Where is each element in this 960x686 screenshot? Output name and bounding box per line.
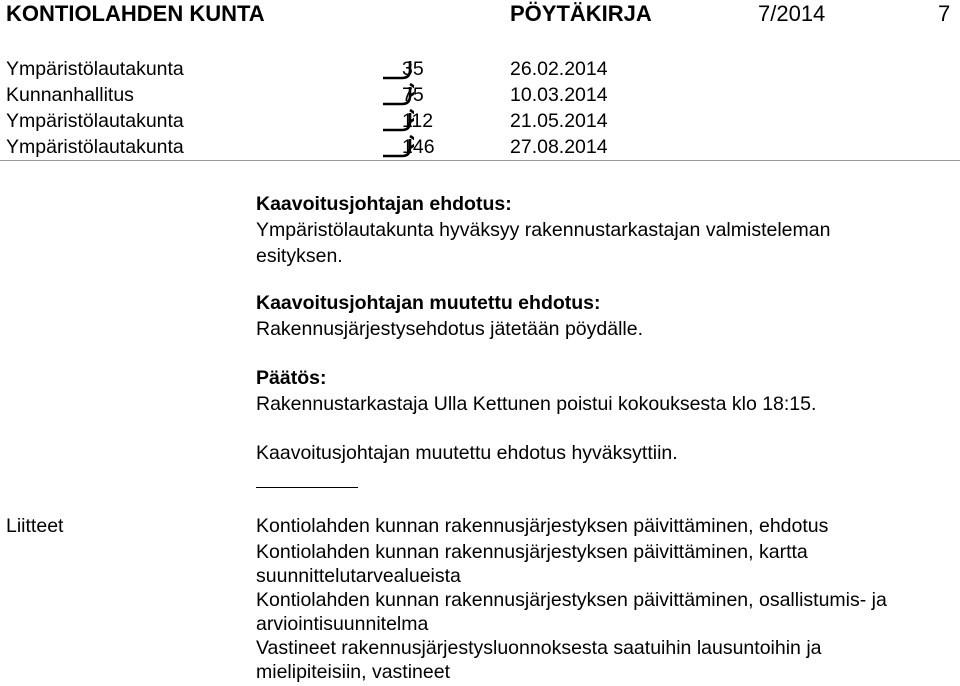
history-date: 26.02.2014 <box>510 58 608 80</box>
decision-heading: Päätös: <box>256 367 327 389</box>
history-number: 112 <box>402 110 434 132</box>
attachment-line: arviointisuunnitelma <box>256 613 429 635</box>
proposal-heading: Kaavoitusjohtajan ehdotus: <box>256 193 512 215</box>
section-divider <box>0 160 960 161</box>
decision-end-rule <box>256 487 358 488</box>
attachment-line: mielipiteisiin, vastineet <box>256 661 451 683</box>
history-number: 35 <box>402 58 424 80</box>
attachment-line: Kontiolahden kunnan rakennusjärjestyksen päivittäminen, osallistumis- ja <box>256 589 887 611</box>
page-number: 7 <box>938 1 951 26</box>
attachment-line: Vastineet rakennusjärjestysluonnoksesta saatuihin lausuntoihin ja <box>256 637 822 659</box>
history-date: 27.08.2014 <box>510 136 608 158</box>
attachment-line: Kontiolahden kunnan rakennusjärjestyksen päivittäminen, ehdotus <box>256 515 829 537</box>
proposal-text-line2: esityksen. <box>256 245 343 267</box>
decision-text-line2: Kaavoitusjohtajan muutettu ehdotus hyväksyttiin. <box>256 442 678 464</box>
municipality-name: KONTIOLAHDEN KUNTA <box>6 1 265 26</box>
history-body: Ympäristölautakunta <box>6 110 184 132</box>
attachments-label: Liitteet <box>6 515 64 537</box>
history-number: 146 <box>402 136 435 158</box>
document-type: PÖYTÄKIRJA <box>510 1 652 26</box>
history-date: 10.03.2014 <box>510 84 608 106</box>
history-body: Ympäristölautakunta <box>6 58 184 80</box>
attachment-line: suunnittelutarvealueista <box>256 565 461 587</box>
attachment-line: Kontiolahden kunnan rakennusjärjestyksen päivittäminen, kartta <box>256 541 808 563</box>
history-number: 75 <box>402 84 424 106</box>
decision-text-line1: Rakennustarkastaja Ulla Kettunen poistui kokouksesta klo 18:15. <box>256 393 817 415</box>
amended-proposal-text: Rakennusjärjestysehdotus jätetään pöydälle. <box>256 318 644 340</box>
history-body: Kunnanhallitus <box>6 84 134 106</box>
amended-proposal-heading: Kaavoitusjohtajan muutettu ehdotus: <box>256 292 601 314</box>
proposal-text-line1: Ympäristölautakunta hyväksyy rakennustarkastajan valmisteleman <box>256 219 831 241</box>
issue-number: 7/2014 <box>758 1 826 26</box>
history-date: 21.05.2014 <box>510 110 608 132</box>
history-body: Ympäristölautakunta <box>6 136 184 158</box>
